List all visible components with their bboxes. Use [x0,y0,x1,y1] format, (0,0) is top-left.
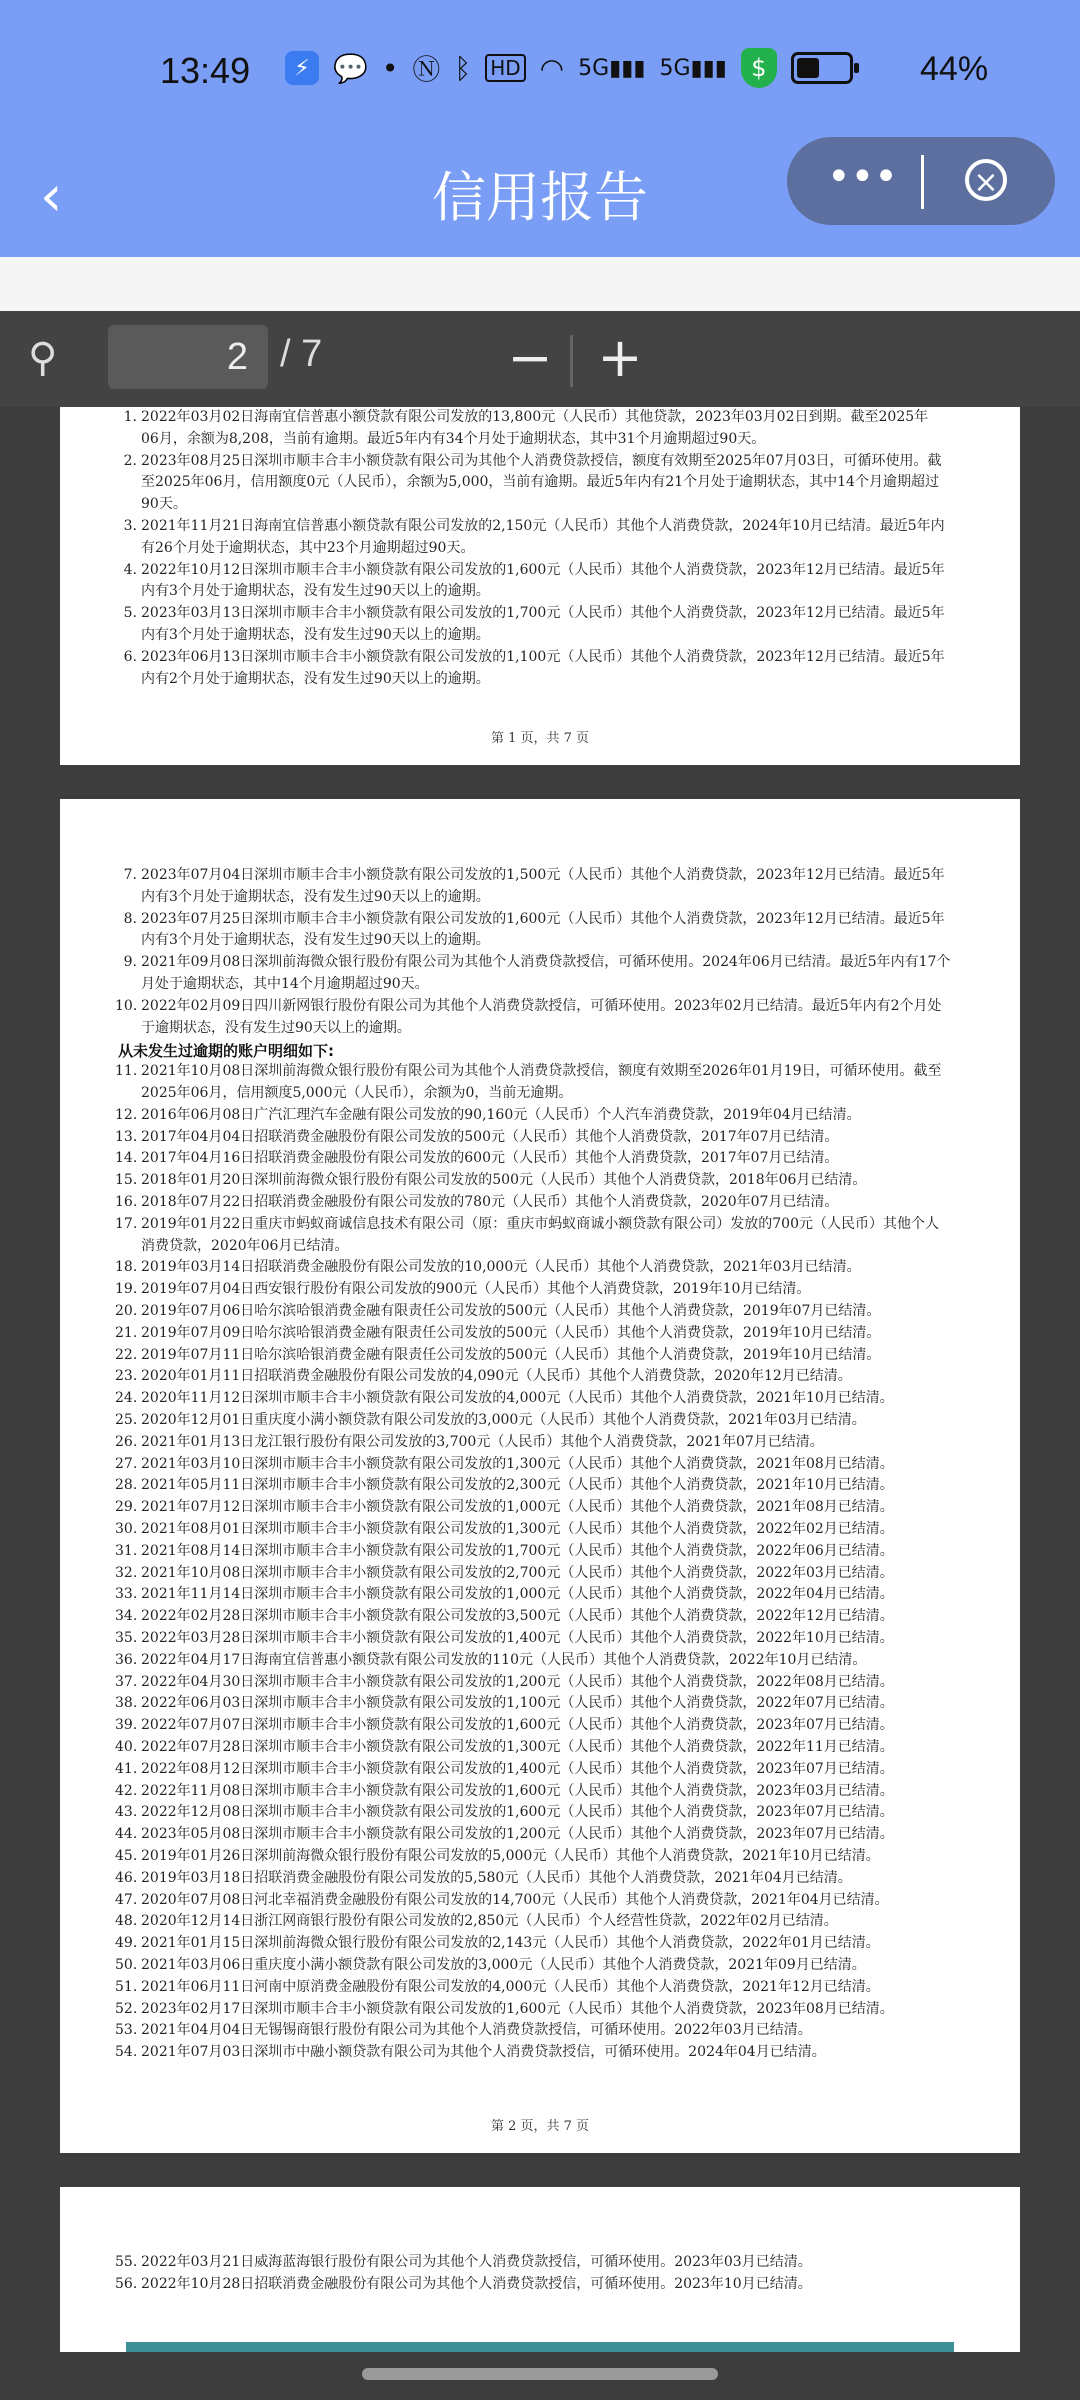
item-number: 49. [115,1935,138,1952]
hd-icon: HD [485,54,525,82]
item-text: 2021年11月21日海南宜信普惠小额贷款有限公司发放的2,150元（人民币）其他个人消费贷款，2024年10月已结清。最近5年内 [141,518,945,534]
item-text: 2022年03月28日深圳市顺丰合丰小额贷款有限公司发放的1,400元（人民币）其他个人消费贷款，2022年10月已结清。 [141,1630,894,1646]
item-number: 39. [115,1717,138,1734]
item-number: 44. [115,1826,138,1843]
item-number: 24. [115,1390,138,1407]
item-number: 28. [115,1477,138,1494]
item-text: 2019年03月18日招联消费金融股份有限公司发放的5,580元（人民币）其他个人消费贷款，2021年04月已结清。 [141,1869,852,1886]
item-number: 26. [115,1433,138,1450]
item-text: 2023年07月25日深圳市顺丰合丰小额贷款有限公司发放的1,600元（人民币）其他个人消费贷款，2023年12月已结清。最近5年 [141,910,945,927]
battery-icon [791,52,853,84]
pdf-page-3 [60,2187,1020,2352]
pdf-viewer[interactable] [0,407,1080,2352]
item-number: 46. [115,1869,138,1886]
item-number: 11. [115,1063,138,1080]
item-text: 于逾期状态，没有发生过90天以上的逾期。 [141,1019,411,1036]
minus-icon: − [507,326,553,389]
item-text: 2022年12月08日深圳市顺丰合丰小额贷款有限公司发放的1,600元（人民币）其他个人消费贷款，2023年07月已结清。 [141,1804,894,1821]
item-text: 2022年08月12日深圳市顺丰合丰小额贷款有限公司发放的1,400元（人民币）其他个人消费贷款，2023年07月已结清。 [141,1760,894,1777]
item-number: 10. [115,997,138,1014]
item-number: 7. [123,867,137,883]
page-title: 信用报告 [432,166,648,229]
item-text: 2023年07月04日深圳市顺丰合丰小额贷款有限公司发放的1,500元（人民币）其他个人消费贷款，2023年12月已结清。最近5年 [141,867,945,883]
list-item [115,1192,1015,1214]
battery-level [797,58,819,78]
list-item [115,1061,1015,1105]
page-footer: 第 2 页，共 7 页 [490,2119,590,2134]
item-number: 43. [115,1804,138,1821]
item-text: 2020年12月14日浙江网商银行股份有限公司发放的2,850元（人民币）个人经营性贷款，2022年02月已结清。 [141,1913,838,1930]
item-text: 内有3个月处于逾期状态，没有发生过90天以上的逾期。 [141,583,490,600]
search-button[interactable] [28,335,76,383]
item-text: 2023年02月17日深圳市顺丰合丰小额贷款有限公司发放的1,600元（人民币）其他个人消费贷款，2023年08月已结清。 [141,2000,894,2017]
battery-percent: 44% [920,50,989,88]
item-text: 2022年10月12日深圳市顺丰合丰小额贷款有限公司发放的1,600元（人民币）其他个人消费贷款，2023年12月已结清。最近5年 [141,561,945,578]
list-item [115,1454,1015,1476]
item-text: 2021年08月01日深圳市顺丰合丰小额贷款有限公司发放的1,300元（人民币）其他个人消费贷款，2022年02月已结清。 [141,1521,894,1537]
item-number: 45. [115,1848,138,1864]
item-text: 至2025年06月，信用额度0元（人民币），余额为5,000，当前有逾期。最近5年内有21个月处于逾期状态，其中14个月逾期超过 [141,474,939,491]
item-text: 2021年10月08日深圳前海微众银行股份有限公司为其他个人消费贷款授信，额度有效期至2026年01月19日，可循环使用。截至 [141,1063,942,1080]
list-item [115,1366,1015,1388]
item-number: 5. [123,605,137,622]
item-text: 2022年11月08日深圳市顺丰合丰小额贷款有限公司发放的1,600元（人民币）其他个人消费贷款，2023年03月已结清。 [141,1782,894,1799]
list-item [115,1890,1015,1912]
item-text: 2021年08月14日深圳市顺丰合丰小额贷款有限公司发放的1,700元（人民币）其他个人消费贷款，2022年06月已结清。 [141,1542,894,1559]
list-item [115,1781,1015,1803]
item-text: 2022年10月28日招联消费金融股份有限公司为其他个人消费贷款授信，可循环使用。2023年10月已结清。 [141,2275,812,2292]
item-number: 54. [115,2044,138,2061]
zoom-in-button[interactable] [590,326,650,391]
close-icon: × [973,165,999,200]
list-item [115,1737,1015,1759]
list-item [115,516,1015,560]
item-number: 6. [123,648,137,665]
pdf-toolbar [0,311,1080,407]
more-icon: ••• [827,154,898,200]
item-text: 2022年02月28日深圳市顺丰合丰小额贷款有限公司发放的3,500元（人民币）其他个人消费贷款，2022年12月已结清。 [141,1608,894,1625]
close-button[interactable] [965,159,1007,201]
list-item [115,1432,1015,1454]
list-item [115,1672,1015,1694]
item-number: 37. [115,1673,138,1690]
list-item [115,1824,1015,1846]
list-item [115,1279,1015,1301]
item-text: 2021年01月13日龙江银行股份有限公司发放的3,700元（人民币）其他个人消费贷款，2021年07月已结清。 [141,1433,824,1450]
item-text: 2017年04月16日招联消费金融股份有限公司发放的600元（人民币）其他个人消费贷款，2017年07月已结清。 [141,1150,839,1167]
item-text: 2019年03月14日招联消费金融股份有限公司发放的10,000元（人民币）其他个人消费贷款，2021年03月已结清。 [141,1259,861,1276]
item-number: 23. [115,1368,138,1385]
list-item [115,560,1015,604]
page-total: / 7 [280,333,323,375]
list-item [115,952,1015,996]
pdf-page-1 [60,407,1020,765]
bluetooth-icon: ᛒ [454,51,472,85]
item-number: 21. [115,1324,138,1341]
miniapp-capsule [787,137,1055,225]
list-item [115,1410,1015,1432]
item-text: 内有3个月处于逾期状态，没有发生过90天以上的逾期。 [141,626,490,643]
list-item [115,1563,1015,1585]
item-text: 内有3个月处于逾期状态，没有发生过90天以上的逾期。 [141,888,490,905]
item-text: 90天。 [141,496,187,513]
list-item [115,1170,1015,1192]
item-text: 06月，余额为8,208，当前有逾期。最近5年内有34个月处于逾期状态，其中31个月逾期超过90天。 [141,430,766,447]
item-number: 33. [115,1586,138,1603]
list-item [115,2252,1015,2274]
list-item [115,1933,1015,1955]
item-text: 2021年09月08日深圳前海微众银行股份有限公司为其他个人消费贷款授信，可循环使用。2024年06月已结清。最近5年内有17个 [141,954,951,971]
item-number: 14. [115,1150,138,1167]
item-text: 2019年07月06日哈尔滨哈银消费金融有限责任公司发放的500元（人民币）其他个人消费贷款，2019年07月已结清。 [141,1303,881,1319]
section-heading: 从未发生过逾期的账户明细如下: [118,1042,335,1061]
item-number: 27. [115,1455,138,1472]
page-footer: 第 1 页，共 7 页 [490,731,590,746]
list-item [115,996,1015,1040]
item-text: 2021年04月04日无锡锡商银行股份有限公司为其他个人消费贷款授信，可循环使用。2022年03月已结清。 [141,2022,812,2039]
status-bar [0,0,1080,145]
item-text: 2021年11月14日深圳市顺丰合丰小额贷款有限公司发放的1,000元（人民币）其他个人消费贷款，2022年04月已结清。 [141,1586,894,1603]
item-text: 2021年05月11日深圳市顺丰合丰小额贷款有限公司发放的2,300元（人民币）其他个人消费贷款，2021年10月已结清。 [141,1477,894,1494]
list-item [115,1650,1015,1672]
list-item [115,1257,1015,1279]
item-text: 月处于逾期状态，其中14个月逾期超过90天。 [141,975,429,992]
item-text: 2023年06月13日深圳市顺丰合丰小额贷款有限公司发放的1,100元（人民币）其他个人消费贷款，2023年12月已结清。最近5年 [141,648,945,665]
page-number-input[interactable] [108,325,268,389]
item-text: 2016年06月08日广汽汇理汽车金融有限公司发放的90,160元（人民币）个人汽车消费贷款，2019年04月已结清。 [141,1106,861,1123]
shield-icon: $ [741,48,777,88]
more-button[interactable] [827,154,898,205]
item-text: 2017年04月04日招联消费金融股份有限公司发放的500元（人民币）其他个人消费贷款，2017年07月已结清。 [141,1128,839,1145]
item-number: 16. [115,1194,138,1210]
item-text: 2022年03月02日海南宜信普惠小额贷款有限公司发放的13,800元（人民币）其他贷款，2023年03月02日到期。截至2025年 [141,409,929,425]
list-item [115,1955,1015,1977]
item-number: 55. [115,2254,138,2270]
item-text: 2021年03月10日深圳市顺丰合丰小额贷款有限公司发放的1,300元（人民币）其他个人消费贷款，2021年08月已结清。 [141,1455,894,1472]
item-number: 12. [115,1106,138,1123]
item-text: 2022年07月07日深圳市顺丰合丰小额贷款有限公司发放的1,600元（人民币）其他个人消费贷款，2023年07月已结清。 [141,1717,894,1734]
item-text: 2022年04月30日深圳市顺丰合丰小额贷款有限公司发放的1,200元（人民币）其他个人消费贷款，2022年08月已结清。 [141,1673,894,1690]
list-item [115,1911,1015,1933]
status-icons [285,48,853,88]
list-item [115,1105,1015,1127]
item-text: 2021年06月11日河南中原消费金融股份有限公司发放的4,000元（人民币）其他个人消费贷款，2021年12月已结清。 [141,1978,880,1995]
item-text: 2018年01月20日深圳前海微众银行股份有限公司发放的500元（人民币）其他个人消费贷款，2018年06月已结清。 [141,1172,867,1189]
item-number: 34. [115,1608,138,1625]
wechat-icon: 💬 [333,51,368,85]
list-item [115,1388,1015,1410]
toolbar-divider [570,335,573,387]
item-text: 2021年01月15日深圳前海微众银行股份有限公司发放的2,143元（人民币）其他个人消费贷款，2022年01月已结清。 [141,1935,880,1952]
section-header-bar [126,2342,954,2352]
item-text: 有26个月处于逾期状态，其中23个月逾期超过90天。 [141,539,475,556]
item-text: 2021年10月08日深圳市顺丰合丰小额贷款有限公司发放的2,700元（人民币）其他个人消费贷款，2022年03月已结清。 [141,1564,894,1581]
list-item [115,1606,1015,1628]
item-number: 3. [123,518,137,534]
item-number: 50. [115,1957,138,1973]
item-number: 47. [115,1891,138,1908]
item-text: 2019年01月26日深圳前海微众银行股份有限公司发放的5,000元（人民币）其他个人消费贷款，2021年10月已结清。 [141,1848,880,1864]
item-text: 2020年12月01日重庆度小满小额贷款有限公司发放的3,000元（人民币）其他个人消费贷款，2021年03月已结清。 [141,1412,866,1428]
list-item [115,647,1015,691]
list-item [115,1519,1015,1541]
item-number: 48. [115,1913,138,1930]
home-indicator[interactable] [362,2368,718,2380]
item-text: 2022年06月03日深圳市顺丰合丰小额贷款有限公司发放的1,100元（人民币）其他个人消费贷款，2022年07月已结清。 [141,1695,894,1712]
item-text: 2023年03月13日深圳市顺丰合丰小额贷款有限公司发放的1,700元（人民币）其他个人消费贷款，2023年12月已结清。最近5年 [141,605,945,622]
item-text: 2022年03月21日威海蓝海银行股份有限公司为其他个人消费贷款授信，可循环使用。2023年03月已结清。 [141,2254,812,2270]
item-text: 2023年05月08日深圳市顺丰合丰小额贷款有限公司发放的1,200元（人民币）其他个人消费贷款，2023年07月已结清。 [141,1826,894,1843]
list-item [115,1628,1015,1650]
header-spacer [0,257,1080,311]
item-text: 2022年02月09日四川新网银行股份有限公司为其他个人消费贷款授信，可循环使用。2023年02月已结清。最近5年内有2个月处 [141,997,942,1014]
5g-signal-icon: 5G▮▮▮ [578,55,646,81]
item-number: 53. [115,2022,138,2039]
item-text: 2018年07月22日招联消费金融股份有限公司发放的780元（人民币）其他个人消费贷款，2020年07月已结清。 [141,1194,839,1210]
item-text: 2019年01月22日重庆市蚂蚁商诚信息技术有限公司（原：重庆市蚂蚁商诚小额贷款有限公司）发放的700元（人民币）其他个人 [141,1215,939,1232]
item-number: 1. [123,409,137,425]
plus-icon: + [597,326,643,389]
item-number: 32. [115,1564,138,1581]
item-number: 52. [115,2000,138,2017]
item-number: 36. [115,1651,138,1668]
list-item [115,1127,1015,1149]
list-item [115,1323,1015,1345]
list-item [115,865,1015,909]
item-number: 41. [115,1760,138,1777]
item-number: 35. [115,1630,138,1646]
wifi-icon: ◠ [539,51,565,85]
list-item [115,909,1015,953]
list-item [115,1541,1015,1563]
item-number: 2. [123,452,137,469]
list-item [115,2274,1015,2296]
list-item [115,1301,1015,1323]
item-text: 2019年07月09日哈尔滨哈银消费金融有限责任公司发放的500元（人民币）其他个人消费贷款，2019年10月已结清。 [141,1324,881,1341]
list-item [115,2020,1015,2042]
item-number: 15. [115,1172,138,1189]
item-number: 22. [115,1346,138,1363]
item-number: 17. [115,1215,138,1232]
list-item [115,1715,1015,1737]
list-item [115,2042,1015,2064]
item-text: 2023年08月25日深圳市顺丰合丰小额贷款有限公司为其他个人消费贷款授信，额度有效期至2025年07月03日，可循环使用。截 [141,452,942,469]
dot-icon: • [381,51,399,85]
status-time: 13:49 [160,50,251,91]
item-number: 29. [115,1499,138,1516]
item-number: 19. [115,1281,138,1298]
item-text: 消费贷款，2020年06月已结清。 [141,1237,349,1254]
item-number: 8. [123,910,137,927]
list-item [115,1475,1015,1497]
item-text: 2020年07月08日河北幸福消费金融股份有限公司发放的14,700元（人民币）其他个人消费贷款，2021年04月已结清。 [141,1891,889,1908]
list-item [115,1693,1015,1715]
list-item [115,1584,1015,1606]
nfc-icon: Ⓝ [412,53,441,86]
list-item [115,1846,1015,1868]
item-number: 20. [115,1303,138,1319]
item-number: 40. [115,1739,138,1755]
item-number: 25. [115,1412,138,1428]
list-item [115,1345,1015,1367]
5g-signal-icon: 5G▮▮▮ [659,55,727,81]
item-number: 13. [115,1128,138,1145]
item-text: 内有2个月处于逾期状态，没有发生过90天以上的逾期。 [141,670,490,687]
item-number: 4. [123,561,137,578]
item-text: 2025年06月，信用额度5,000元（人民币），余额为0，当前无逾期。 [141,1084,573,1101]
list-item [115,407,1015,451]
list-item [115,603,1015,647]
item-number: 51. [115,1978,138,1995]
chevron-left-icon: ‹ [40,164,63,229]
item-number: 30. [115,1521,138,1537]
item-number: 56. [115,2275,138,2292]
item-number: 9. [123,954,137,971]
app-badge-icon: ⚡ [285,51,319,85]
item-text: 2022年07月28日深圳市顺丰合丰小额贷款有限公司发放的1,300元（人民币）其他个人消费贷款，2022年11月已结清。 [141,1739,894,1755]
item-number: 38. [115,1695,138,1712]
item-text: 2020年01月11日招联消费金融股份有限公司发放的4,090元（人民币）其他个人消费贷款，2020年12月已结清。 [141,1368,852,1385]
list-item [115,1497,1015,1519]
item-text: 2021年03月06日重庆度小满小额贷款有限公司发放的3,000元（人民币）其他个人消费贷款，2021年09月已结清。 [141,1957,866,1973]
zoom-out-button[interactable] [500,326,560,391]
item-text: 2022年04月17日海南宜信普惠小额贷款有限公司发放的110元（人民币）其他个人消费贷款，2022年10月已结清。 [141,1651,867,1668]
item-text: 内有3个月处于逾期状态，没有发生过90天以上的逾期。 [141,932,490,949]
list-item [115,1214,1015,1258]
list-item [115,1759,1015,1781]
item-text: 2021年07月03日深圳市中融小额贷款有限公司为其他个人消费贷款授信，可循环使用。2024年04月已结清。 [141,2044,826,2061]
list-item [115,1802,1015,1824]
item-number: 31. [115,1542,138,1559]
list-item [115,451,1015,516]
item-text: 2019年07月11日哈尔滨哈银消费金融有限责任公司发放的500元（人民币）其他个人消费贷款，2019年10月已结清。 [141,1346,881,1363]
item-number: 42. [115,1782,138,1799]
item-text: 2021年07月12日深圳市顺丰合丰小额贷款有限公司发放的1,000元（人民币）其他个人消费贷款，2021年08月已结清。 [141,1499,894,1516]
item-number: 18. [115,1259,138,1276]
item-text: 2020年11月12日深圳市顺丰合丰小额贷款有限公司发放的4,000元（人民币）其他个人消费贷款，2021年10月已结清。 [141,1390,894,1407]
list-item [115,1999,1015,2021]
capsule-divider [921,155,924,209]
item-text: 2019年07月04日西安银行股份有限公司发放的900元（人民币）其他个人消费贷款，2019年10月已结清。 [141,1281,811,1298]
pdf-page-2 [60,799,1020,2153]
list-item [115,1977,1015,1999]
list-item [115,1868,1015,1890]
search-icon: ⚲ [28,335,58,381]
list-item [115,1148,1015,1170]
